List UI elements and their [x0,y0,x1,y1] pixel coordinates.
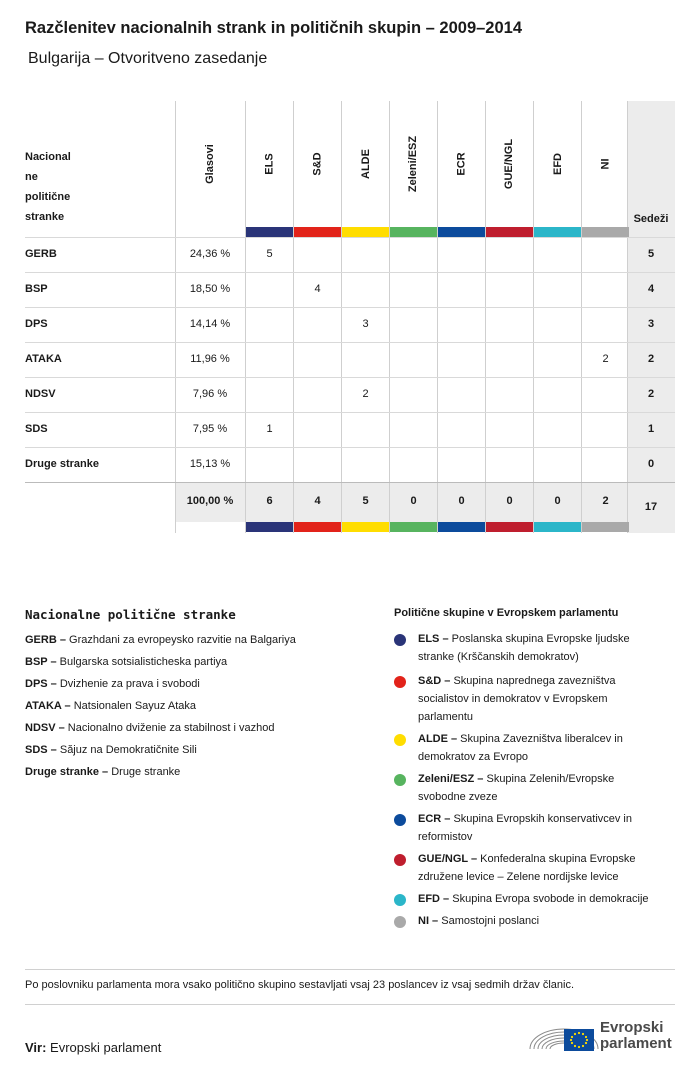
national-legend-item: Druge stranke – Druge stranke [25,766,181,778]
group-color-bar [390,522,437,532]
vote-share: 11,96 % [190,353,230,365]
total-votes: 100,00 % [186,495,234,507]
group-color-bar [582,522,629,532]
row-divider [25,342,675,343]
seat-count-cell: 4 [314,283,321,295]
group-legend-item: ALDE – Skupina Zavezništva liberalcev in demokratov za Evropo [418,733,623,763]
group-total-cell: 6 [266,495,273,507]
group-total-cell: 0 [554,495,561,507]
group-column-header: GUE/NGL [503,138,516,189]
party-name: Druge stranke [25,458,99,470]
vote-share: 7,96 % [192,388,228,400]
total-seats: 2 [647,388,655,400]
row-divider [25,237,675,238]
group-color-bar [534,522,581,532]
party-column-header: Nacional ne politične stranke [25,151,71,223]
group-color-dot [394,634,406,646]
party-name: DPS [25,318,48,330]
row-divider [25,307,675,308]
votes-column-header: Glasovi [204,143,216,184]
group-total-cell: 5 [362,495,369,507]
group-total-cell: 2 [602,495,609,507]
group-color-dot [394,734,406,746]
total-seats: 0 [647,458,655,470]
grand-total-seats: 17 [644,501,658,513]
national-legend-item: ATAKA – Natsionalen Sayuz Ataka [25,700,196,712]
group-total-cell: 0 [458,495,465,507]
group-column-header: ALDE [359,148,372,179]
row-divider [25,447,675,448]
group-color-dot [394,774,406,786]
group-color-dot [394,916,406,928]
vote-share: 14,14 % [189,318,231,330]
party-name: GERB [25,248,57,260]
national-legend-item: DPS – Dvizhenie za prava i svobodi [25,678,200,690]
group-color-bar [246,522,293,532]
vote-share: 24,36 % [189,248,231,260]
group-color-bar [486,522,533,532]
group-color-bar [294,522,341,532]
seat-count-cell: 2 [602,353,609,365]
group-color-bar [486,227,533,237]
group-color-dot [394,894,406,906]
group-color-bar [438,227,485,237]
total-seats: 4 [647,283,655,295]
party-name: SDS [25,423,48,435]
group-legend-title: Politične skupine v Evropskem parlamentu [394,607,619,619]
group-legend-item: NI – Samostojni poslanci [418,915,540,927]
party-name: ATAKA [25,353,62,365]
vote-share: 15,13 % [189,458,231,470]
group-column-header: Zeleni/ESZ [407,135,420,192]
total-seats: 5 [647,248,655,260]
page-subtitle: Bulgarija – Otvoritveno zasedanje [28,50,268,67]
divider [25,969,675,970]
group-color-dot [394,814,406,826]
group-color-dot [394,676,406,688]
seat-count-cell: 5 [266,248,273,260]
group-color-bar [534,227,581,237]
national-legend-item: GERB – Grazhdani za evropeysko razvitie na Balgariya [25,634,296,646]
group-color-bar [342,522,389,532]
group-color-bar [246,227,293,237]
group-color-bar [390,227,437,237]
group-total-cell: 0 [410,495,417,507]
national-legend-item: BSP – Bulgarska sotsialisticheska partiya [25,656,228,668]
group-color-bar [438,522,485,532]
national-legend-item: NDSV – Nacionalno dviženie za stabilnost i vazhod [25,722,275,734]
group-legend-item: ELS – Poslanska skupina Evropske ljudske stranke (Krščanskih demokratov) [418,633,630,663]
seat-count-cell: 3 [362,318,369,330]
group-color-dot [394,854,406,866]
total-seats: 2 [647,353,655,365]
total-seats: 3 [647,318,655,330]
group-color-bar [582,227,629,237]
group-legend-item: Zeleni/ESZ – Skupina Zelenih/Evropske svobodne zveze [418,773,615,803]
vote-share: 18,50 % [189,283,231,295]
party-name: NDSV [25,388,56,400]
group-column-header: EFD [551,152,564,175]
group-legend-item: ECR – Skupina Evropskih konservativcev in reformistov [418,813,632,843]
group-column-header: S&D [311,151,324,176]
seats-column-header: Sedeži [633,213,669,225]
footnote: Po poslovniku parlamenta mora vsako politično skupino sestavljati vsaj 23 poslancev iz vsaj sedmih držav članic. [25,979,575,991]
group-column-header: NI [599,158,612,169]
row-divider [25,412,675,413]
page-title: Razčlenitev nacionalnih strank in političnih skupin – 2009–2014 [25,19,523,37]
group-column-header: ECR [455,151,468,176]
logo-text: Evropski parlament [600,1019,672,1052]
group-legend-item: S&D – Skupina naprednega zavezništva socialistov in demokratov v Evropskem parlamentu [418,675,616,723]
national-legend-item: SDS – Săjuz na Demokratičnite Sili [25,744,197,756]
party-name: BSP [25,283,48,295]
group-legend-item: EFD – Skupina Evropa svobode in demokracije [418,893,649,905]
group-color-bar [342,227,389,237]
national-legend-title: Nacionalne politične stranke [25,607,236,622]
row-divider [25,482,675,483]
total-seats: 1 [647,423,655,435]
group-total-cell: 0 [506,495,513,507]
group-legend-item: GUE/NGL – Konfederalna skupina Evropske združene levice – Zelene nordijske levice [418,853,636,883]
vote-share: 7,95 % [192,423,228,435]
row-divider [25,377,675,378]
seat-count-cell: 2 [362,388,369,400]
group-color-bar [294,227,341,237]
source: Vir: Evropski parlament [25,1040,162,1055]
group-column-header: ELS [263,152,276,175]
divider [25,1004,675,1005]
results-table [25,101,675,533]
row-divider [25,272,675,273]
seat-count-cell: 1 [266,423,273,435]
group-total-cell: 4 [314,495,321,507]
